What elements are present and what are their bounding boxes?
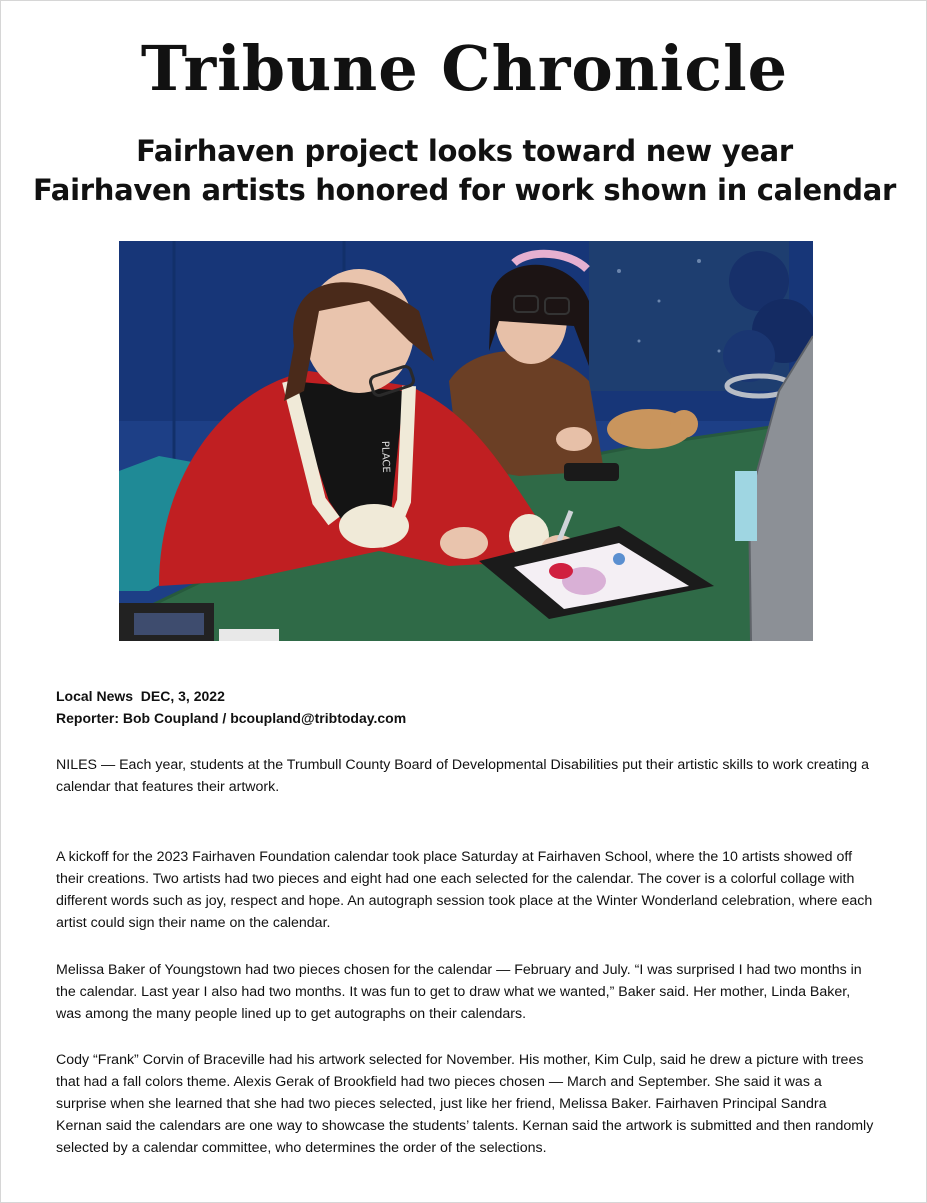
paragraph-3: Melissa Baker of Youngstown had two pieces chosen for the calendar — February and July. “I was surprised I had two months in the calendar. Last year I also had two months. It was fun to get to draw what we wanted,” Baker said. Her mother, Linda Baker, was among the many people lined up to get autographs on their calendars.	[56, 962, 862, 1022]
section-date: Local News DEC, 3, 2022	[56, 688, 225, 704]
lanyard-label: PLACE	[379, 440, 392, 473]
paragraph-4: Cody “Frank” Corvin of Braceville had his artwork selected for November. His mother, Kim Culp, said he drew a picture with trees that had a fall colors theme. Alexis Gerak of Brookfield had two pieces chosen — March and September. She said it was a surprise when she learned that she had two pieces selected, just like her friend, Melissa Baker. Fairhaven Principal Sandra Kernan said the calendars are one way to showcase the students’ talents. Kernan said the artwork is submitted and then randomly selected by a calendar committee, who determines the order of the selections.	[56, 1052, 874, 1156]
headline-secondary: Fairhaven artists honored for work shown in calendar	[33, 173, 896, 207]
newspaper-masthead: Tribune Chronicle	[140, 32, 789, 105]
article-photo	[119, 241, 813, 641]
paragraph-1: NILES — Each year, students at the Trumbull County Board of Developmental Disabilities put their artistic skills to work creating a calendar that features their artwork.	[56, 757, 869, 795]
headline-primary: Fairhaven project looks toward new year	[136, 134, 793, 168]
reporter-byline: Reporter: Bob Coupland / bcoupland@tribtoday.com	[56, 710, 407, 726]
paragraph-2: A kickoff for the 2023 Fairhaven Foundation calendar took place Saturday at Fairhaven School, where the 10 artists showed off their creations. Two artists had two pieces and eight had one each selected for the calendar. The cover is a colorful collage with different words such as joy, respect and hope. An autograph session took place at the Winter Wonderland celebration, where each artist could sign their name on the calendar.	[56, 849, 873, 931]
